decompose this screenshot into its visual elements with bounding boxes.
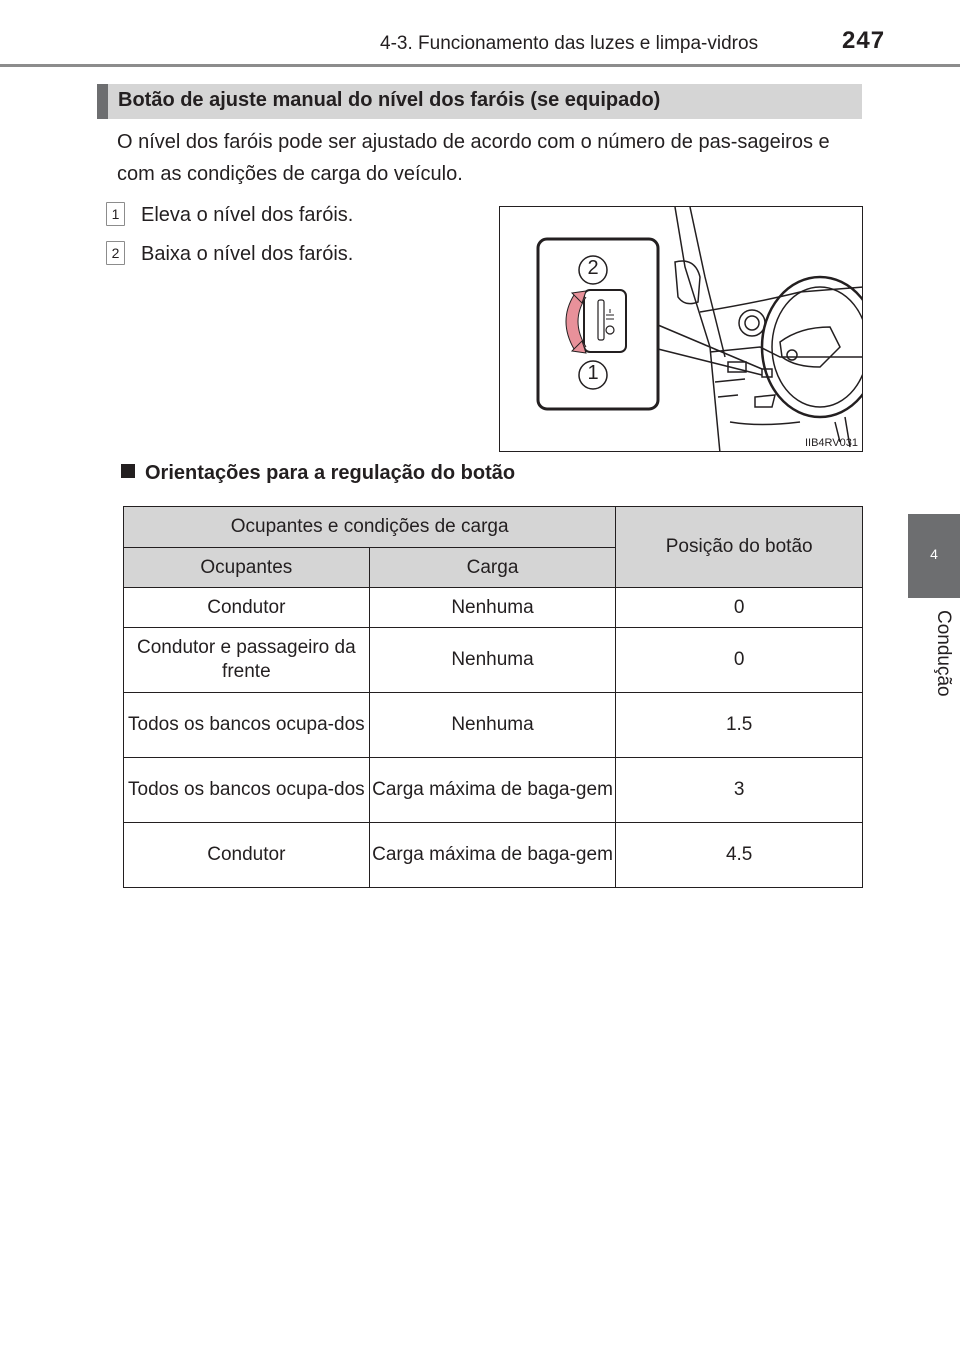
section-title: Botão de ajuste manual do nível dos faróis (se equipado) — [97, 84, 862, 119]
square-bullet-icon — [121, 464, 135, 478]
callout-2: 2 — [587, 257, 599, 279]
cell-position: 3 — [616, 758, 863, 823]
cell-occupants: Condutor — [124, 823, 370, 888]
cell-position: 1.5 — [616, 693, 863, 758]
section-intro: O nível dos faróis pode ser ajustado de acordo com o número de pas-sageiros e com as condições de carga do veículo. — [117, 131, 830, 185]
page-number: 247 — [842, 27, 886, 54]
subsection-title — [121, 462, 515, 485]
cell-occupants: Condutor — [124, 588, 370, 628]
dashboard-illustration — [500, 207, 863, 452]
callout-1: 1 — [587, 362, 599, 384]
cell-load: Nenhuma — [369, 693, 616, 758]
item-text: Eleva o nível dos faróis. — [141, 204, 354, 226]
item-number-badge: 2 — [106, 241, 125, 265]
table-header-occupants: Ocupantes — [124, 548, 370, 588]
table-row — [124, 693, 863, 758]
subsection-title-text: Orientações para a regulação do botão — [145, 462, 516, 484]
table-header-load: Carga — [369, 548, 616, 588]
table-group-header: Ocupantes e condições de carga — [124, 507, 616, 548]
cell-position: 0 — [616, 628, 863, 693]
cell-occupants: Todos os bancos ocupa-dos — [124, 693, 370, 758]
cell-load: Carga máxima de baga-gem — [369, 823, 616, 888]
cell-position: 0 — [616, 588, 863, 628]
figure-code: IIB4RV031 — [804, 437, 858, 449]
headlight-leveling-figure — [499, 206, 863, 452]
item-number-badge: 1 — [106, 202, 125, 226]
header-rule — [0, 64, 960, 67]
cell-position: 4.5 — [616, 823, 863, 888]
table-row — [124, 823, 863, 888]
cell-occupants: Todos os bancos ocupa-dos — [124, 758, 370, 823]
table-row — [124, 588, 863, 628]
cell-load: Nenhuma — [369, 628, 616, 693]
cell-load: Nenhuma — [369, 588, 616, 628]
chapter-tab[interactable]: 4 — [908, 514, 960, 598]
table-header-position: Posição do botão — [616, 507, 863, 588]
table-row — [124, 758, 863, 823]
leveling-table — [123, 506, 863, 888]
header-chapter-title: 4-3. Funcionamento das luzes e limpa-vidros — [380, 33, 759, 54]
item-text: Baixa o nível dos faróis. — [141, 243, 354, 265]
chapter-tab-label: Condução — [933, 610, 954, 697]
list-item — [106, 202, 353, 227]
cell-occupants: Condutor e passageiro da frente — [124, 628, 370, 693]
cell-load: Carga máxima de baga-gem — [369, 758, 616, 823]
list-item — [106, 241, 353, 266]
table-row — [124, 628, 863, 693]
